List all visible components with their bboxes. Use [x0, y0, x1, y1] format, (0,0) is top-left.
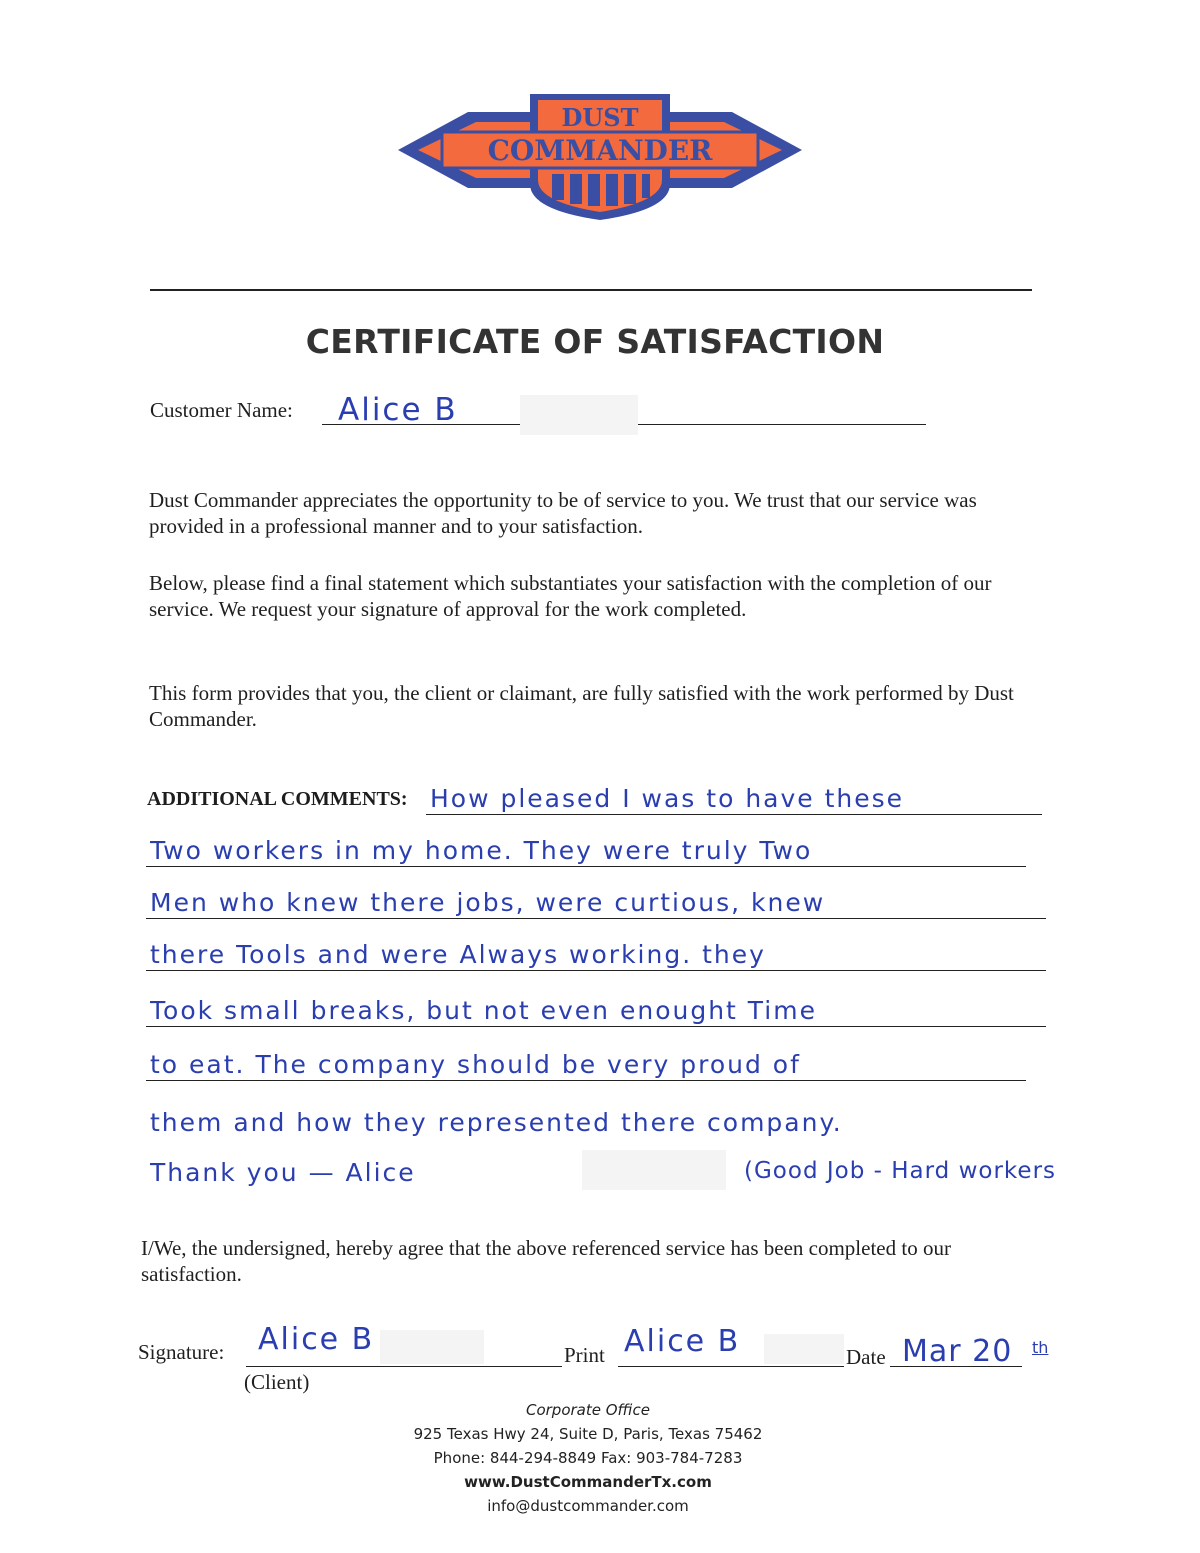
- comment-line-1: [426, 814, 1042, 815]
- signature-line: [246, 1366, 562, 1367]
- print-value: Alice B: [624, 1324, 741, 1359]
- statement-paragraph: Below, please find a final statement which substantiates your satisfaction with the completion of our service. We request your signature of approval for the work completed.: [149, 571, 992, 621]
- header-divider: [150, 289, 1032, 291]
- form-purpose-paragraph: This form provides that you, the client or claimant, are fully satisfied with the work performed by Dust Commander.: [149, 681, 1014, 731]
- comment-text-9: (Good Job - Hard workers: [744, 1158, 1057, 1184]
- certificate-title: CERTIFICATE OF SATISFACTION: [305, 322, 885, 361]
- footer-phone: Phone: 844-294-8849 Fax: 903-784-7283: [433, 1449, 743, 1467]
- signature-label: Signature:: [138, 1340, 225, 1364]
- date-label: Date: [846, 1345, 886, 1369]
- comment-line-3: [146, 918, 1046, 919]
- comment-line-2: [146, 866, 1026, 867]
- footer-address: 925 Texas Hwy 24, Suite D, Paris, Texas 75462: [413, 1425, 763, 1443]
- comment-line-6: [146, 1080, 1026, 1081]
- redacted-print-surname: [764, 1334, 844, 1364]
- comment-text-6: to eat. The company should be very proud of: [150, 1050, 801, 1079]
- agreement-paragraph: I/We, the undersigned, hereby agree that the above referenced service has been completed to our satisfaction.: [141, 1236, 951, 1286]
- comment-text-4: there Tools and were Always working. they: [150, 940, 766, 969]
- date-value: Mar 20: [902, 1334, 1013, 1369]
- dust-commander-logo: [398, 92, 802, 222]
- print-line: [618, 1366, 844, 1367]
- comment-line-4: [146, 970, 1046, 971]
- comment-text-8: Thank you — Alice: [150, 1158, 416, 1187]
- additional-comments-label: ADDITIONAL COMMENTS:: [147, 788, 408, 810]
- redacted-surname: [520, 395, 638, 435]
- footer-email[interactable]: info@dustcommander.com: [487, 1497, 689, 1515]
- logo-line2: COMMANDER: [487, 134, 713, 167]
- comment-text-5: Took small breaks, but not even enought Time: [150, 996, 817, 1025]
- date-suffix: th: [1032, 1338, 1049, 1357]
- client-label: (Client): [244, 1370, 310, 1394]
- redacted-signature-surname: [380, 1330, 484, 1364]
- comment-text-2: Two workers in my home. They were truly Two: [150, 836, 813, 865]
- footer-office: Corporate Office: [525, 1401, 651, 1419]
- customer-name-value: Alice B: [338, 392, 458, 428]
- logo-line1: DUST: [561, 103, 639, 132]
- comment-line-5: [146, 1026, 1046, 1027]
- intro-paragraph: Dust Commander appreciates the opportunity to be of service to you. We trust that our service was provided in a professional manner and to your satisfaction.: [149, 488, 977, 538]
- comment-text-7: them and how they represented there company.: [150, 1108, 843, 1137]
- print-label: Print: [564, 1343, 605, 1367]
- signature-value: Alice B: [258, 1322, 375, 1357]
- comment-text-1: How pleased I was to have these: [430, 784, 905, 813]
- footer-website[interactable]: www.DustCommanderTx.com: [464, 1473, 712, 1491]
- redacted-comment-surname: [582, 1150, 726, 1190]
- comment-text-3: Men who knew there jobs, were curtious, knew: [150, 888, 826, 917]
- customer-name-label: Customer Name:: [150, 398, 293, 422]
